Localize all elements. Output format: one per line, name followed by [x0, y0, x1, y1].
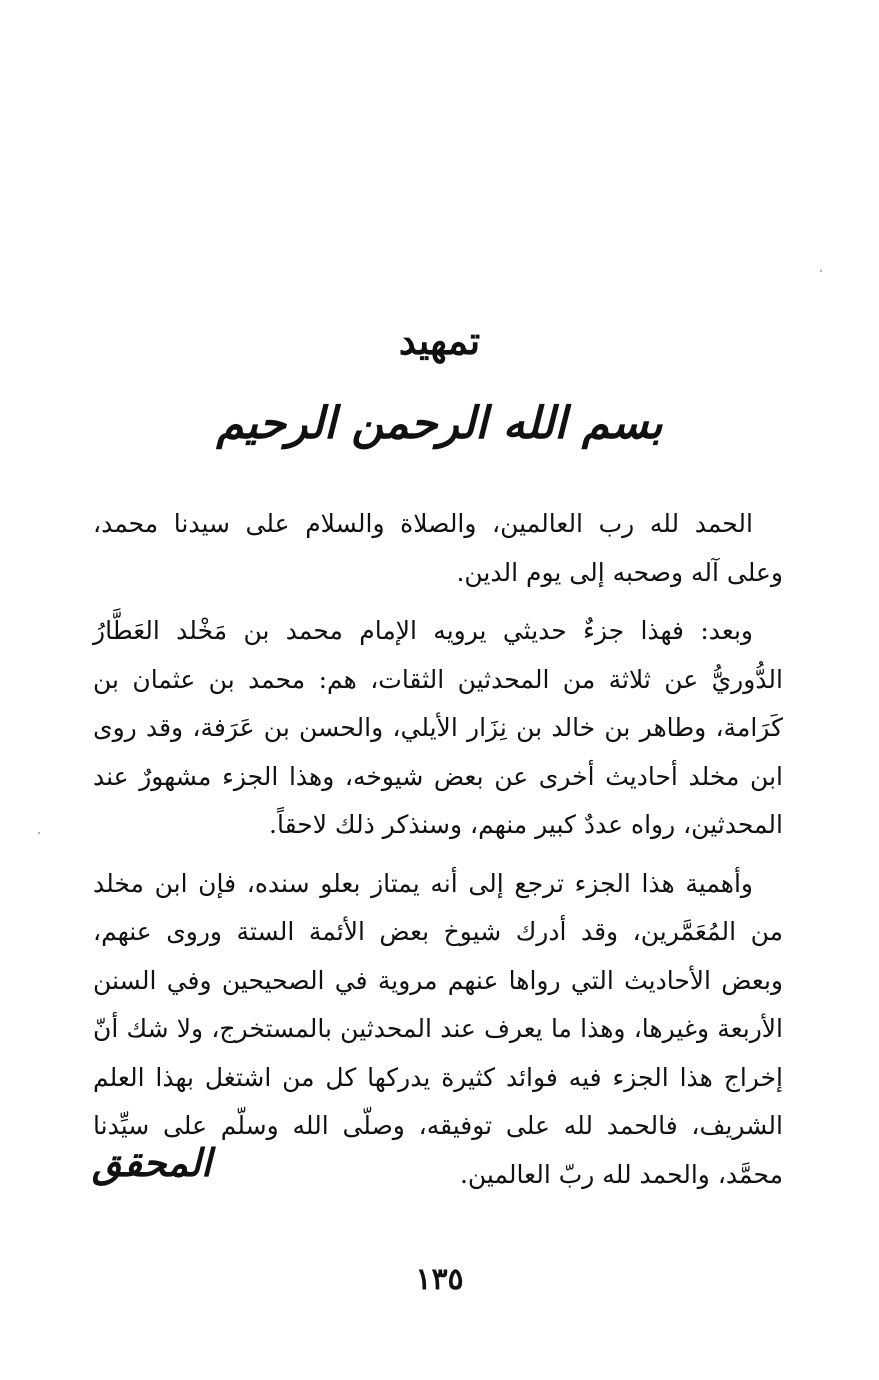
paragraph-importance: وأهمية هذا الجزء ترجع إلى أنه يمتاز بعلو سنده، فإن ابن مخلد من المُعَمَّرين، وقد أدرك شيوخ بعض الأئمة الستة وروى عنهم، وبعض الأحاديث التي رواها عنهم مروية في الصحيحين وفي السنن الأربعة وغيرها، وهذا ما يعرف عند المحدثين بالمستخرج، ولا شك أنّ إخراج هذا الجزء فيه فوائد كثيرة يدركها كل من اشتغل بهذا العلم الشريف، فالحمد لله على توفيقه، وصلّى الله وسلّم على سيِّدنا محمَّد، والحمد لله ربّ العالمين. [93, 868, 783, 1189]
editor-signature: المحقق [92, 1140, 212, 1185]
basmala-calligraphy: بسم الله الرحمن الرحيم [216, 398, 663, 449]
page-heading: تمهيد [398, 318, 481, 363]
paragraph-introduction: وبعد: فهذا جزءٌ حديثي يرويه الإمام محمد بن مَخْلد العَطَّارُ الدُّوريُّ عن ثلاثة من المحدثين الثقات، هم: محمد بن عثمان بن كَرَامة، وطاهر بن خالد بن نِزَار الأيلي، والحسن بن عَرَفة، وقد روى ابن مخلد أحاديث أخرى عن بعض شيوخه، وهذا الجزء مشهورٌ عند المحدثين، رواه عددٌ كبير منهم، وسنذكر ذلك لاحقاً. [93, 616, 783, 839]
scan-speck [820, 270, 822, 272]
page-number: ١٣٥ [415, 1262, 464, 1297]
scan-speck [38, 832, 40, 834]
body-text [93, 500, 783, 1209]
paragraph-praise: الحمد لله رب العالمين، والصلاة والسلام على سيدنا محمد، وعلى آله وصحبه إلى يوم الدين. [93, 509, 783, 587]
